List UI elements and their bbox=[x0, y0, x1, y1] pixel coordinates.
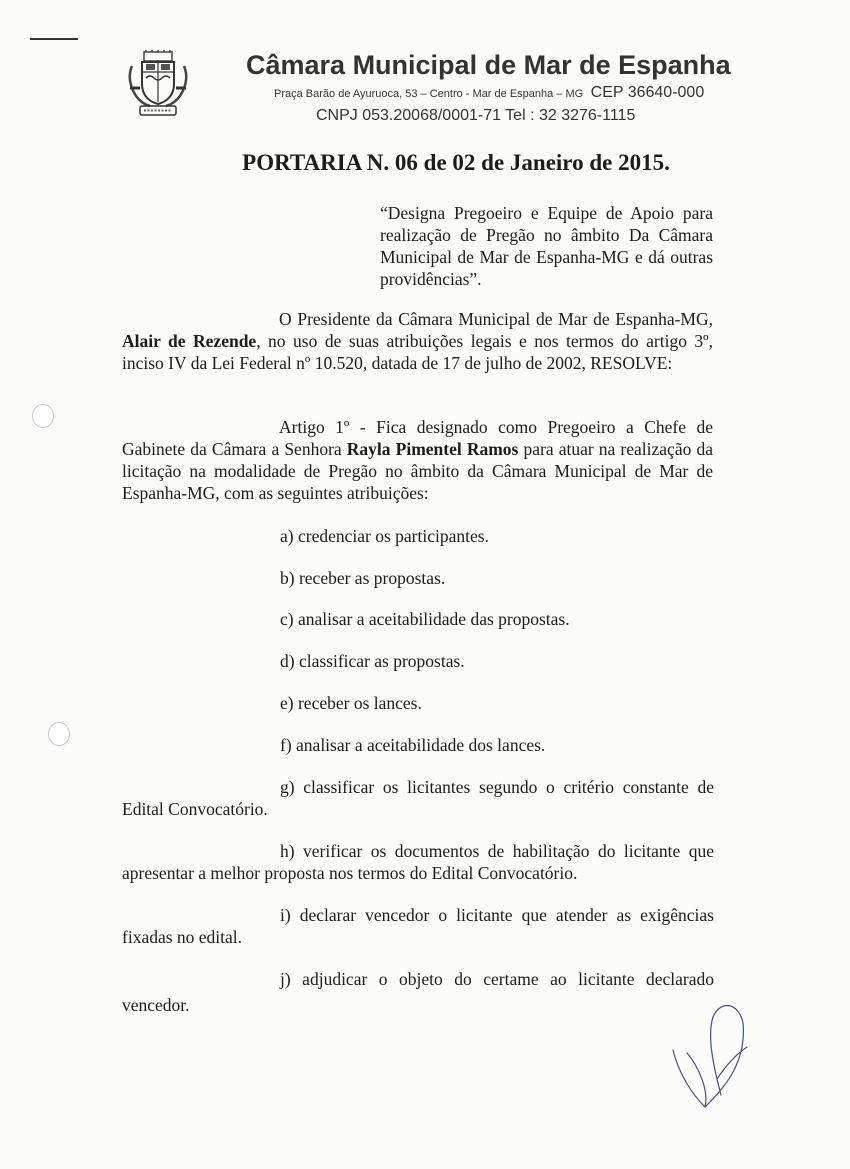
article-1-text-start: Artigo 1º - Fica designado como Pregoeiro a Chefe de Gabinete da Câmara a Senhora bbox=[122, 417, 713, 459]
attribution-item-h: h) verificar os documentos de habilitação do licitante que apresentar a melhor proposta nos termos do Edital Convocatório. bbox=[122, 841, 714, 883]
punch-hole-top bbox=[32, 404, 54, 428]
cnpj-phone: CNPJ 053.20068/0001-71 Tel : 32 3276-1115 bbox=[316, 107, 636, 124]
attribution-item-b: b) receber as propostas. bbox=[280, 568, 446, 588]
signature-initials bbox=[665, 995, 755, 1125]
ementa: “Designa Pregoeiro e Equipe de Apoio para realização de Pregão no âmbito Da Câmara Municipal de Mar de Espanha-MG e dá outras providências”. bbox=[380, 203, 713, 289]
municipal-coat-of-arms-icon bbox=[122, 50, 194, 118]
attribution-item-g: g) classificar os licitantes segundo o critério constante de Edital Convocatório. bbox=[122, 777, 714, 819]
attribution-item-c: c) analisar a aceitabilidade das propostas. bbox=[280, 609, 570, 629]
article-1-paragraph bbox=[122, 416, 713, 504]
institution-address bbox=[274, 84, 704, 102]
page-edge-mark bbox=[30, 38, 78, 40]
president-name: Alair de Rezende bbox=[122, 331, 257, 351]
article-1-text-end: para atuar na realização da licitação na modalidade de Pregão no âmbito da Câmara Municipal de Mar de Espanha-MG, com as seguintes atribuições: bbox=[122, 439, 713, 503]
attribution-item-i: i) declarar vencedor o licitante que atender as exigências fixadas no edital. bbox=[122, 905, 714, 947]
attribution-item-d: d) classificar as propostas. bbox=[280, 651, 465, 671]
document-title: PORTARIA N. 06 de 02 de Janeiro de 2015. bbox=[242, 150, 670, 175]
preamble-text-end: , no uso de suas atribuições legais e nos termos do artigo 3º, inciso IV da Lei Federal nº 10.520, datada de 17 de julho de 2002, RESOLVE: bbox=[122, 331, 713, 373]
designee-name: Rayla Pimentel Ramos bbox=[346, 439, 519, 459]
preamble-text-start: O Presidente da Câmara Municipal de Mar de Espanha-MG, bbox=[279, 309, 713, 329]
attribution-item-f: f) analisar a aceitabilidade dos lances. bbox=[280, 735, 546, 755]
attribution-item-e: e) receber os lances. bbox=[280, 693, 422, 713]
punch-hole-bottom bbox=[48, 722, 70, 746]
attribution-item-a: a) credenciar os participantes. bbox=[280, 526, 489, 546]
institution-name: Câmara Municipal de Mar de Espanha bbox=[246, 50, 731, 80]
address-text: Praça Barão de Ayuruoca, 53 – Centro - Mar de Espanha – MG bbox=[274, 88, 584, 100]
preamble-paragraph bbox=[122, 308, 713, 374]
cep-text: CEP 36640-000 bbox=[590, 84, 705, 101]
attribution-item-j: j) adjudicar o objeto do certame ao licitante declarado vencedor. bbox=[122, 969, 714, 1015]
